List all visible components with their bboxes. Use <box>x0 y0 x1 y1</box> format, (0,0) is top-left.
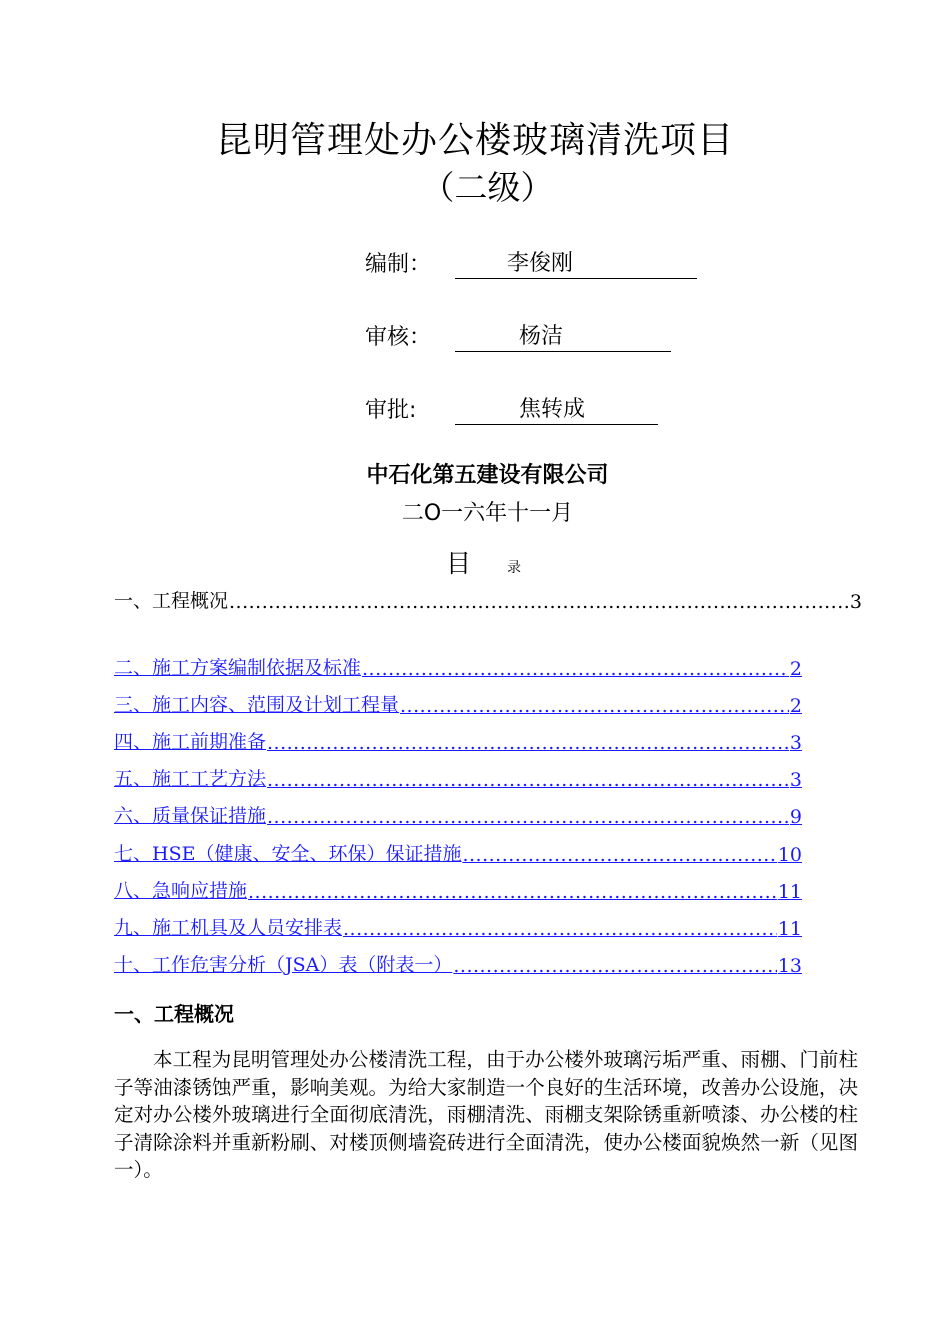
toc-leader-dots <box>267 732 789 754</box>
compiler-label: 编制： <box>365 252 432 277</box>
toc-link-label: 六、质量保证措施 <box>114 805 267 827</box>
toc-leader-dots <box>267 769 789 791</box>
reviewer-name: 杨洁 <box>519 324 564 349</box>
toc-leader-dots <box>248 881 777 903</box>
toc-link-page: 11 <box>777 918 802 940</box>
toc-link[interactable] <box>114 949 802 977</box>
toc-link[interactable] <box>114 689 802 717</box>
toc-link-page: 11 <box>777 881 802 903</box>
toc-heading-small: 录 <box>507 560 522 576</box>
company-name: 中石化第五建设有限公司 <box>366 463 609 488</box>
toc-link[interactable] <box>114 726 802 754</box>
toc-link-page: 10 <box>777 844 802 866</box>
toc-leader-dots <box>400 695 789 717</box>
toc-link[interactable] <box>114 838 802 866</box>
toc-link-label: 七、HSE（健康、安全、环保）保证措施 <box>114 843 462 865</box>
toc-leader-dots <box>362 658 789 680</box>
toc-link[interactable] <box>114 800 802 828</box>
toc-link-label: 八、急响应措施 <box>114 880 248 902</box>
reviewer-line <box>455 320 671 352</box>
toc-link-page: 2 <box>789 658 802 680</box>
section-paragraph: 本工程为昆明管理处办公楼清洗工程，由于办公楼外玻璃污垢严重、雨棚、门前柱子等油漆锈蚀严重，影响美观。为给大家制造一个良好的生活环境，改善办公设施，决定对办公楼外玻璃进行全面彻底清洗，雨棚清洗、雨棚支架除锈重新喷漆、办公楼的柱子清除涂料并重新粉刷、对楼顶侧墙瓷砖进行全面清洗，使办公楼面貌焕然一新（见图一）。 <box>114 1048 858 1181</box>
toc-link-label: 十、工作危害分析（JSA）表（附表一） <box>114 954 453 976</box>
toc-link-page: 9 <box>789 806 802 828</box>
compiler-line <box>455 247 697 279</box>
toc-link-label: 二、施工方案编制依据及标准 <box>114 657 362 679</box>
toc-link-page: 13 <box>777 955 802 977</box>
approver-line <box>455 393 658 425</box>
document-title: 昆明管理处办公楼玻璃清洗项目 <box>215 120 734 161</box>
toc-link-page: 2 <box>789 695 802 717</box>
approver-label: 审批: <box>365 398 417 423</box>
toc-link-label: 九、施工机具及人员安排表 <box>114 917 343 939</box>
toc-link-label: 四、施工前期准备 <box>114 731 267 753</box>
toc-item-label: 一、工程概况 <box>114 590 229 612</box>
toc-link[interactable] <box>114 652 802 680</box>
document-subtitle: （二级） <box>421 168 554 207</box>
toc-link-label: 五、施工工艺方法 <box>114 768 267 790</box>
toc-leader-dots <box>267 806 789 828</box>
approver-name: 焦转成 <box>519 397 586 422</box>
toc-heading-main: 目 <box>446 549 472 578</box>
toc-link[interactable] <box>114 875 802 903</box>
reviewer-label: 审核： <box>365 325 432 350</box>
toc-leader-dots <box>453 955 776 977</box>
toc-link[interactable] <box>114 912 802 940</box>
toc-heading <box>446 544 521 580</box>
toc-item-page: 3 <box>849 591 862 613</box>
toc-item[interactable] <box>114 585 862 613</box>
toc-link-page: 3 <box>789 769 802 791</box>
section-heading: 一、工程概况 <box>114 1002 234 1026</box>
toc-leader-dots <box>343 918 777 940</box>
toc-leader-dots <box>229 591 849 613</box>
toc-link-page: 3 <box>789 732 802 754</box>
document-date: 二O一六年十一月 <box>401 501 574 526</box>
toc-link-label: 三、施工内容、范围及计划工程量 <box>114 694 400 716</box>
toc-link[interactable] <box>114 763 802 791</box>
compiler-name: 李俊刚 <box>507 251 574 276</box>
toc-leader-dots <box>462 844 776 866</box>
